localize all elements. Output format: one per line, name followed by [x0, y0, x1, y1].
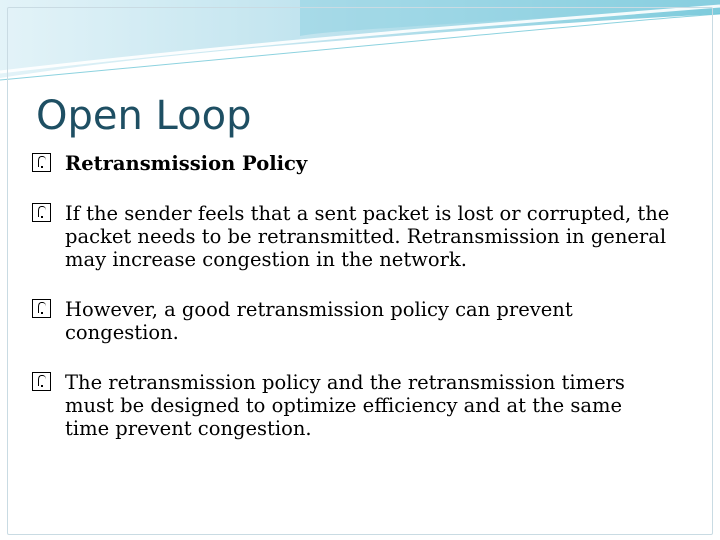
bullet-item — [30, 371, 670, 440]
missing-glyph-icon — [32, 372, 51, 391]
missing-glyph-icon — [32, 203, 51, 222]
bullet-text: However, a good retransmission policy can prevent congestion. — [65, 298, 573, 344]
bullet-text: If the sender feels that a sent packet is lost or corrupted, the packet needs to be retransmitted. Retransmission in general may increase congestion in the network. — [65, 202, 670, 271]
slide-title: Open Loop — [36, 93, 252, 139]
missing-glyph-icon — [32, 153, 51, 172]
bullet-item — [30, 202, 670, 271]
bullet-item — [30, 152, 670, 175]
bullet-text: The retransmission policy and the retransmission timers must be designed to optimize efficiency and at the same time prevent congestion. — [65, 371, 625, 440]
header-wave-banner — [0, 0, 720, 90]
bullet-list — [30, 152, 670, 440]
missing-glyph-icon — [32, 299, 51, 318]
bullet-item — [30, 298, 670, 344]
bullet-text: Retransmission Policy — [65, 152, 308, 175]
